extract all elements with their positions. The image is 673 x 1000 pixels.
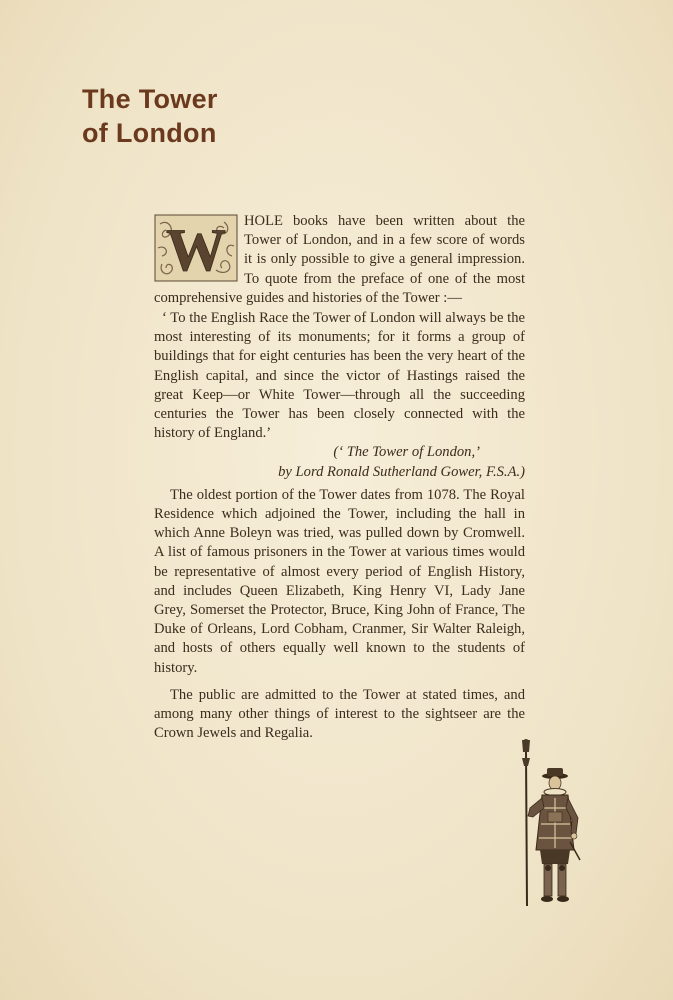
citation-line-2: by Lord Ronald Sutherland Gower, F.S.A.) — [278, 463, 525, 480]
ornamental-w-icon — [154, 214, 238, 282]
intro-text: HOLE books have been written about the Tower of London, and in a few score of words it is only possible to give a general impression. To quote from the preface of one of the most comprehensive guides and histories of the Tower :— — [154, 213, 525, 306]
title-line-2: of London — [82, 118, 217, 148]
citation — [154, 443, 525, 481]
admission-paragraph: The public are admitted to the Tower at stated times, and among many other things of interest to the sightseer are the Crown Jewels and Regalia. — [154, 686, 525, 742]
intro-paragraph — [154, 212, 525, 308]
title-line-1: The Tower — [82, 84, 218, 114]
quote-paragraph: ‘ To the English Race the Tower of London will always be the most interesting of its monuments; for it forms a group of buildings that for eight centuries has been the very heart of the English capital, and since the victor of Hastings raised the great Keep—or White Tower—through all the succeeding centuries the Tower has been closely connected with the history of England.’ — [154, 310, 525, 442]
article-body — [154, 212, 525, 743]
history-paragraph: The oldest portion of the Tower dates from 1078. The Royal Residence which adjoined the Tower, including the hall in which Anne Boleyn was tried, was pulled down by Cromwell. A list of famous prisoners in the Tower at various times would be representative of almost every period of English History, and includes Queen Elizabeth, King Henry VI, Lady Jane Grey, Somerset the Protector, Bruce, King John of France, The Duke of Orleans, Lord Cobham, Cranmer, Sir Walter Raleigh, and hosts of others equally well known to the students of history. — [154, 486, 525, 676]
dropcap-letter: W — [166, 217, 226, 282]
page-title — [82, 82, 218, 150]
beefeater-yeoman-icon — [510, 738, 600, 910]
citation-line-1: (‘ The Tower of London,’ — [333, 444, 480, 461]
